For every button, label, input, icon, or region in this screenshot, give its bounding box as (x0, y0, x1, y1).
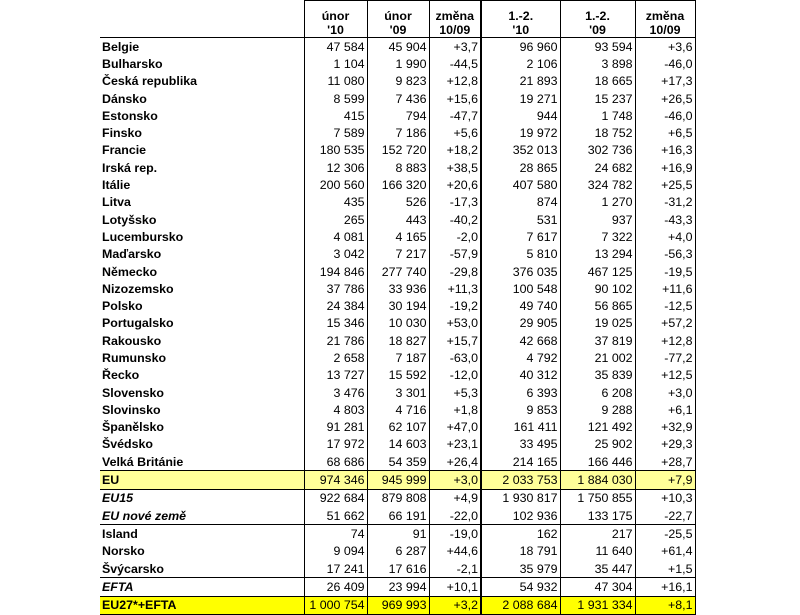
table-row (100, 280, 695, 297)
value-cell-5: 1 270 (560, 194, 635, 211)
country-name: Estonsko (102, 108, 158, 123)
table-row (100, 489, 695, 507)
value-cell-6: +16,3 (635, 142, 695, 159)
registrations-table (100, 0, 696, 615)
value-cell-5: 21 002 (560, 349, 635, 366)
value-cell-1: 17 972 (304, 436, 367, 453)
value-cell-5: 166 446 (560, 453, 635, 471)
value-cell-5: 9 288 (560, 401, 635, 418)
value-cell-3: -2,0 (429, 228, 481, 245)
table-body (100, 38, 695, 615)
value-cell-2: 166 320 (367, 176, 429, 193)
value-cell-5: 90 102 (560, 280, 635, 297)
table-row (100, 332, 695, 349)
value-cell-5: 19 025 (560, 315, 635, 332)
value-cell-3: -44,5 (429, 55, 481, 72)
value-cell-1: 8 599 (304, 90, 367, 107)
value-cell-2: 8 883 (367, 159, 429, 176)
value-cell-2: 33 936 (367, 280, 429, 297)
table-row (100, 384, 695, 401)
value-cell-6: +28,7 (635, 453, 695, 471)
value-cell-4: 21 893 (481, 73, 560, 90)
value-cell-5: 13 294 (560, 246, 635, 263)
value-cell-1: 21 786 (304, 332, 367, 349)
value-cell-4: 42 668 (481, 332, 560, 349)
value-cell-4: 214 165 (481, 453, 560, 471)
table-row (100, 471, 695, 489)
country-name: Irská rep. (102, 160, 158, 175)
value-cell-6: +7,9 (635, 471, 695, 489)
value-cell-4: 2 033 753 (481, 471, 560, 489)
header-col-5: 1.-2. '09 (560, 1, 635, 38)
value-cell-1: 15 346 (304, 315, 367, 332)
value-cell-6: +11,6 (635, 280, 695, 297)
value-cell-1: 3 042 (304, 246, 367, 263)
country-name: Maďarsko (102, 247, 162, 262)
country-name: Polsko (102, 299, 143, 314)
value-cell-2: 794 (367, 107, 429, 124)
value-cell-3: +44,6 (429, 543, 481, 560)
value-cell-1: 47 584 (304, 38, 367, 56)
value-cell-3: -57,9 (429, 246, 481, 263)
table-row (100, 176, 695, 193)
table-row (100, 578, 695, 596)
country-name: Velká Británie (102, 454, 184, 469)
value-cell-1: 180 535 (304, 142, 367, 159)
value-cell-5: 1 884 030 (560, 471, 635, 489)
value-cell-6: +57,2 (635, 315, 695, 332)
header-country (100, 1, 304, 38)
value-cell-3: +3,0 (429, 471, 481, 489)
value-cell-5: 35 447 (560, 560, 635, 578)
country-name: Francie (102, 143, 147, 158)
value-cell-4: 6 393 (481, 384, 560, 401)
value-cell-4: 7 617 (481, 228, 560, 245)
value-cell-2: 17 616 (367, 560, 429, 578)
value-cell-2: 6 287 (367, 543, 429, 560)
value-cell-1: 200 560 (304, 176, 367, 193)
value-cell-3: +5,3 (429, 384, 481, 401)
value-cell-3: -47,7 (429, 107, 481, 124)
value-cell-5: 11 640 (560, 543, 635, 560)
value-cell-5: 35 839 (560, 367, 635, 384)
country-name: Dánsko (102, 91, 147, 106)
table-row (100, 90, 695, 107)
country-name: Lotyšsko (102, 212, 157, 227)
value-cell-4: 96 960 (481, 38, 560, 56)
value-cell-5: 133 175 (560, 507, 635, 525)
country-name: EFTA (100, 578, 304, 596)
value-cell-3: +11,3 (429, 280, 481, 297)
value-cell-2: 62 107 (367, 419, 429, 436)
value-cell-3: -12,0 (429, 367, 481, 384)
country-name: Švédsko (102, 437, 153, 452)
header-col-3: změna 10/09 (429, 1, 481, 38)
value-cell-4: 531 (481, 211, 560, 228)
value-cell-1: 12 306 (304, 159, 367, 176)
value-cell-4: 19 271 (481, 90, 560, 107)
country-name: Slovensko (102, 385, 164, 400)
value-cell-4: 162 (481, 525, 560, 543)
value-cell-4: 9 853 (481, 401, 560, 418)
value-cell-3: -22,0 (429, 507, 481, 525)
value-cell-4: 376 035 (481, 263, 560, 280)
value-cell-1: 4 081 (304, 228, 367, 245)
value-cell-6: +29,3 (635, 436, 695, 453)
value-cell-3: +20,6 (429, 176, 481, 193)
value-cell-2: 10 030 (367, 315, 429, 332)
table-row (100, 107, 695, 124)
country-name: Nizozemsko (102, 281, 174, 296)
value-cell-5: 25 902 (560, 436, 635, 453)
value-cell-6: +8,1 (635, 596, 695, 614)
value-cell-5: 3 898 (560, 55, 635, 72)
value-cell-2: 7 217 (367, 246, 429, 263)
value-cell-4: 40 312 (481, 367, 560, 384)
value-cell-5: 302 736 (560, 142, 635, 159)
table-row (100, 436, 695, 453)
value-cell-3: -63,0 (429, 349, 481, 366)
table-row (100, 142, 695, 159)
value-cell-5: 121 492 (560, 419, 635, 436)
country-name: EU27*+EFTA (100, 596, 304, 614)
value-cell-3: +26,4 (429, 453, 481, 471)
value-cell-5: 93 594 (560, 38, 635, 56)
value-cell-2: 4 716 (367, 401, 429, 418)
value-cell-2: 277 740 (367, 263, 429, 280)
table-row (100, 159, 695, 176)
value-cell-3: +53,0 (429, 315, 481, 332)
value-cell-4: 49 740 (481, 297, 560, 314)
value-cell-1: 265 (304, 211, 367, 228)
value-cell-2: 54 359 (367, 453, 429, 471)
value-cell-6: +25,5 (635, 176, 695, 193)
table-row (100, 246, 695, 263)
country-name: EU15 (100, 489, 304, 507)
value-cell-2: 30 194 (367, 297, 429, 314)
value-cell-6: +4,0 (635, 228, 695, 245)
value-cell-1: 24 384 (304, 297, 367, 314)
country-name: Španělsko (102, 420, 164, 435)
value-cell-2: 14 603 (367, 436, 429, 453)
table-row (100, 38, 695, 56)
value-cell-2: 9 823 (367, 73, 429, 90)
table-row (100, 367, 695, 384)
value-cell-1: 74 (304, 525, 367, 543)
value-cell-1: 1 104 (304, 55, 367, 72)
value-cell-4: 2 088 684 (481, 596, 560, 614)
table-row (100, 228, 695, 245)
value-cell-6: +1,5 (635, 560, 695, 578)
value-cell-1: 26 409 (304, 578, 367, 596)
country-name: Litva (102, 195, 131, 210)
value-cell-5: 937 (560, 211, 635, 228)
country-name: Finsko (102, 126, 142, 141)
value-cell-6: +6,5 (635, 124, 695, 141)
value-cell-1: 7 589 (304, 124, 367, 141)
value-cell-2: 3 301 (367, 384, 429, 401)
value-cell-1: 17 241 (304, 560, 367, 578)
table-row (100, 73, 695, 90)
value-cell-6: -31,2 (635, 194, 695, 211)
value-cell-3: +5,6 (429, 124, 481, 141)
value-cell-2: 45 904 (367, 38, 429, 56)
value-cell-2: 66 191 (367, 507, 429, 525)
value-cell-1: 68 686 (304, 453, 367, 471)
value-cell-1: 13 727 (304, 367, 367, 384)
value-cell-6: +6,1 (635, 401, 695, 418)
value-cell-5: 1 931 334 (560, 596, 635, 614)
value-cell-4: 352 013 (481, 142, 560, 159)
header-col-2: únor '09 (367, 1, 429, 38)
value-cell-1: 194 846 (304, 263, 367, 280)
value-cell-6: +12,8 (635, 332, 695, 349)
table-row (100, 560, 695, 578)
value-cell-5: 18 752 (560, 124, 635, 141)
value-cell-3: +1,8 (429, 401, 481, 418)
value-cell-3: +15,7 (429, 332, 481, 349)
header-row (100, 1, 695, 38)
value-cell-6: -25,5 (635, 525, 695, 543)
value-cell-3: +3,2 (429, 596, 481, 614)
country-name: Itálie (102, 178, 131, 193)
country-name: Švýcarsko (102, 561, 165, 576)
country-name: Island (100, 525, 304, 543)
table-row (100, 525, 695, 543)
value-cell-1: 1 000 754 (304, 596, 367, 614)
value-cell-2: 23 994 (367, 578, 429, 596)
value-cell-4: 19 972 (481, 124, 560, 141)
value-cell-6: +61,4 (635, 543, 695, 560)
country-name: EU (100, 471, 304, 489)
value-cell-1: 37 786 (304, 280, 367, 297)
value-cell-2: 7 187 (367, 349, 429, 366)
country-name: Slovinsko (102, 402, 161, 417)
value-cell-3: +38,5 (429, 159, 481, 176)
value-cell-4: 161 411 (481, 419, 560, 436)
value-cell-4: 28 865 (481, 159, 560, 176)
value-cell-5: 24 682 (560, 159, 635, 176)
value-cell-4: 29 905 (481, 315, 560, 332)
value-cell-3: +18,2 (429, 142, 481, 159)
value-cell-1: 922 684 (304, 489, 367, 507)
value-cell-3: +10,1 (429, 578, 481, 596)
value-cell-1: 9 094 (304, 543, 367, 560)
value-cell-3: +12,8 (429, 73, 481, 90)
value-cell-2: 526 (367, 194, 429, 211)
value-cell-4: 35 979 (481, 560, 560, 578)
table-row (100, 453, 695, 471)
value-cell-1: 51 662 (304, 507, 367, 525)
value-cell-2: 7 186 (367, 124, 429, 141)
value-cell-3: -19,2 (429, 297, 481, 314)
country-name: Česká republika (102, 74, 198, 89)
value-cell-4: 33 495 (481, 436, 560, 453)
value-cell-2: 91 (367, 525, 429, 543)
value-cell-6: +12,5 (635, 367, 695, 384)
value-cell-6: -22,7 (635, 507, 695, 525)
value-cell-6: -56,3 (635, 246, 695, 263)
header-col-1: únor '10 (304, 1, 367, 38)
value-cell-4: 1 930 817 (481, 489, 560, 507)
value-cell-2: 7 436 (367, 90, 429, 107)
value-cell-2: 969 993 (367, 596, 429, 614)
value-cell-5: 18 665 (560, 73, 635, 90)
value-cell-1: 91 281 (304, 419, 367, 436)
value-cell-3: -19,0 (429, 525, 481, 543)
value-cell-4: 100 548 (481, 280, 560, 297)
table-row (100, 124, 695, 141)
value-cell-2: 18 827 (367, 332, 429, 349)
value-cell-5: 1 748 (560, 107, 635, 124)
country-name: Rumunsko (102, 350, 167, 365)
value-cell-5: 37 819 (560, 332, 635, 349)
table-row (100, 596, 695, 614)
value-cell-6: +17,3 (635, 73, 695, 90)
value-cell-6: +10,3 (635, 489, 695, 507)
value-cell-1: 11 080 (304, 73, 367, 90)
table-row (100, 55, 695, 72)
country-name: Belgie (102, 39, 140, 54)
table-row (100, 507, 695, 525)
value-cell-5: 1 750 855 (560, 489, 635, 507)
country-name: EU nové země (102, 508, 187, 523)
value-cell-2: 4 165 (367, 228, 429, 245)
value-cell-2: 152 720 (367, 142, 429, 159)
country-name: Bulharsko (102, 56, 163, 71)
value-cell-6: -46,0 (635, 55, 695, 72)
value-cell-6: +16,1 (635, 578, 695, 596)
value-cell-4: 4 792 (481, 349, 560, 366)
country-name: Rakousko (102, 333, 162, 348)
value-cell-5: 56 865 (560, 297, 635, 314)
country-name: Portugalsko (102, 316, 174, 331)
value-cell-1: 415 (304, 107, 367, 124)
value-cell-5: 6 208 (560, 384, 635, 401)
value-cell-1: 2 658 (304, 349, 367, 366)
value-cell-4: 944 (481, 107, 560, 124)
value-cell-6: +3,6 (635, 38, 695, 56)
value-cell-3: -17,3 (429, 194, 481, 211)
table-row (100, 194, 695, 211)
value-cell-1: 4 803 (304, 401, 367, 418)
value-cell-1: 3 476 (304, 384, 367, 401)
value-cell-3: -2,1 (429, 560, 481, 578)
table-row (100, 211, 695, 228)
table-row (100, 315, 695, 332)
value-cell-2: 1 990 (367, 55, 429, 72)
value-cell-4: 54 932 (481, 578, 560, 596)
value-cell-3: +4,9 (429, 489, 481, 507)
country-name: Německo (102, 264, 158, 279)
value-cell-4: 5 810 (481, 246, 560, 263)
value-cell-5: 217 (560, 525, 635, 543)
value-cell-6: +32,9 (635, 419, 695, 436)
value-cell-5: 47 304 (560, 578, 635, 596)
value-cell-6: +3,0 (635, 384, 695, 401)
country-name: Lucembursko (102, 229, 184, 244)
value-cell-3: -40,2 (429, 211, 481, 228)
value-cell-6: -46,0 (635, 107, 695, 124)
value-cell-6: -43,3 (635, 211, 695, 228)
value-cell-4: 102 936 (481, 507, 560, 525)
value-cell-3: +15,6 (429, 90, 481, 107)
table-row (100, 419, 695, 436)
value-cell-1: 974 346 (304, 471, 367, 489)
value-cell-6: -77,2 (635, 349, 695, 366)
value-cell-2: 945 999 (367, 471, 429, 489)
value-cell-4: 874 (481, 194, 560, 211)
value-cell-3: -29,8 (429, 263, 481, 280)
table-row (100, 349, 695, 366)
table-row (100, 297, 695, 314)
value-cell-4: 2 106 (481, 55, 560, 72)
table-row (100, 401, 695, 418)
value-cell-4: 18 791 (481, 543, 560, 560)
value-cell-2: 879 808 (367, 489, 429, 507)
value-cell-5: 467 125 (560, 263, 635, 280)
value-cell-5: 7 322 (560, 228, 635, 245)
value-cell-3: +23,1 (429, 436, 481, 453)
header-col-4: 1.-2. '10 (481, 1, 560, 38)
table-row (100, 543, 695, 560)
value-cell-5: 15 237 (560, 90, 635, 107)
table-row (100, 263, 695, 280)
value-cell-2: 443 (367, 211, 429, 228)
value-cell-3: +47,0 (429, 419, 481, 436)
header-col-6: změna 10/09 (635, 1, 695, 38)
country-name: Řecko (102, 368, 140, 383)
value-cell-1: 435 (304, 194, 367, 211)
value-cell-5: 324 782 (560, 176, 635, 193)
value-cell-6: +26,5 (635, 90, 695, 107)
value-cell-2: 15 592 (367, 367, 429, 384)
country-name: Norsko (102, 544, 145, 559)
value-cell-6: -12,5 (635, 297, 695, 314)
value-cell-6: +16,9 (635, 159, 695, 176)
value-cell-3: +3,7 (429, 38, 481, 56)
value-cell-6: -19,5 (635, 263, 695, 280)
value-cell-4: 407 580 (481, 176, 560, 193)
